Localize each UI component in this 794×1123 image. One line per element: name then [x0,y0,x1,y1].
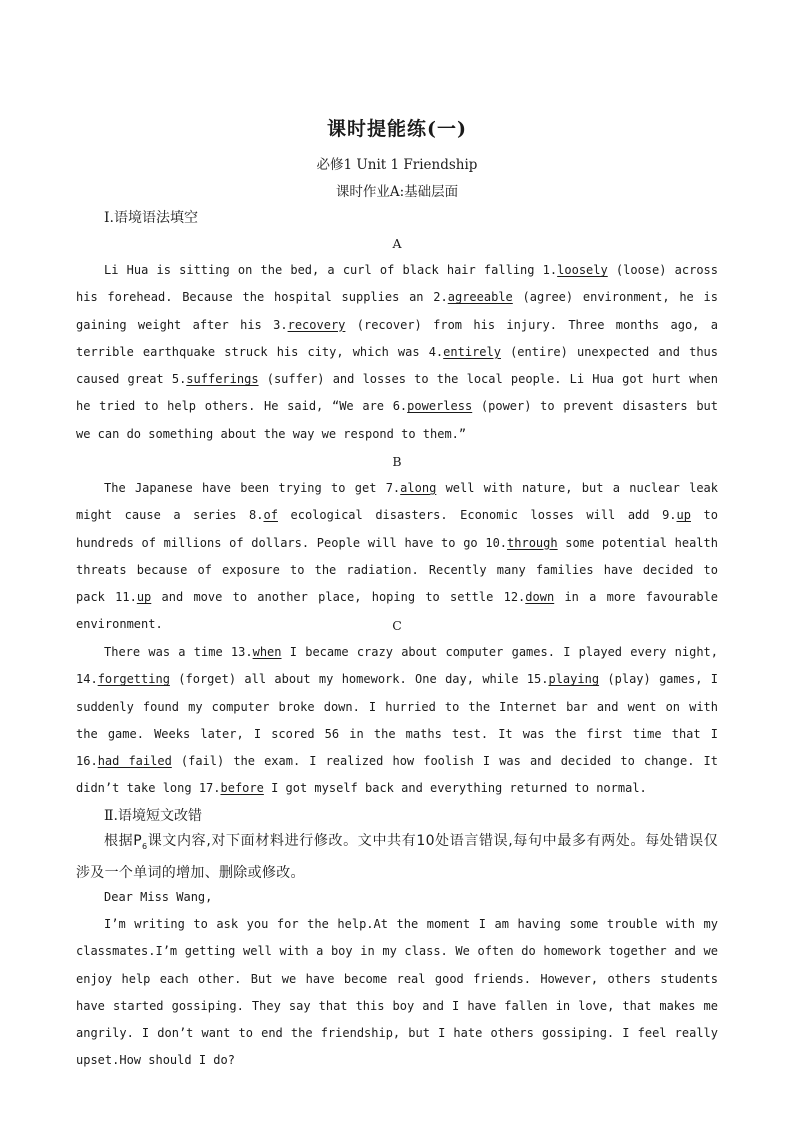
passage-text: to hundreds of millions of dollars. People will have to go 10. [76,508,718,550]
passage-text: Li Hua is sitting on the bed, a curl of black hair falling 1. [104,263,558,277]
answer-15: playing [548,672,600,687]
answer-17: before [220,781,264,796]
passage-text: (agree) environment, he is gaining weight after his 3. [76,290,718,332]
answer-12: down [525,590,555,605]
answer-6: powerless [407,399,473,414]
passage-text: some potential health threats because of exposure to the radiation. Recently many families have decided to pack 11. [76,535,718,605]
passage-text: I became crazy about computer games. I played every night, 14. [76,645,718,687]
section2-heading: Ⅱ.语境短文改错 [104,808,202,824]
page-title: 课时提能练(一) [327,118,467,140]
passage-text: (recover) from his injury. Three months ago, a terrible earthquake struck his city, which was 4. [76,317,718,359]
answer-8: of [263,508,278,523]
passage-text: (play) games, I suddenly found my computer broke down. I hurried to the Internet bar and went on with the game. Weeks later, I scored 56 in the maths test. It was the first time that I 16. [76,672,718,769]
passage-text: (entire) unexpected and thus caused great 5. [76,344,718,387]
passage-text: (forget) all about my homework. One day, while 15. [169,672,549,687]
passage-text: The Japanese have been trying to get 7. [104,481,401,495]
passage-text: There was a time 13. [104,645,253,659]
answer-13: when [252,645,282,659]
passage-text: well with nature, but a nuclear leak might cause a series 8. [76,481,719,523]
passage-c-label: C [392,618,402,633]
passage-text: (loose) across his forehead. Because the hospital supplies an 2. [76,263,719,305]
answer-14: forgetting [97,672,170,687]
answer-5: sufferings [186,372,259,387]
section2-instructions [76,828,718,888]
instruction-page-number: 6 [142,841,148,851]
passage-text: (fail) the exam. I realized how foolish I was and decided to change. It didn’t take long 17. [76,754,718,796]
passage-text: (suffer) and losses to the local people. Li Hua got hurt when he tried to help others. He said, “We are 6. [76,372,718,414]
passage-b [76,475,718,639]
letter-greeting: Dear Miss Wang, [104,890,213,904]
answer-7: along [400,481,437,495]
instruction-text: 根据P [104,833,143,849]
answer-4: entirely [443,344,501,359]
answer-1: loosely [557,263,608,277]
page-subtitle-unit: 必修1 Unit 1 Friendship [316,157,478,173]
answer-10: through [507,535,558,550]
passage-text: in a more favourable environment. [76,590,719,632]
section1-heading: Ⅰ.语境语法填空 [104,210,198,226]
passage-text: ecological disasters. Economic losses will add 9. [277,508,677,523]
answer-9: up [676,508,691,523]
passage-text: and move to another place, hoping to settle 12. [151,590,526,605]
passage-a [76,257,718,448]
answer-3: recovery [287,317,346,332]
answer-16: had failed [97,754,172,769]
answer-2: agreeable [447,290,513,305]
passage-b-label: B [392,454,402,469]
passage-c [76,639,718,803]
passage-text: I got myself back and everything returned to normal. [263,781,647,796]
passage-a-label: A [392,236,402,251]
passage-text: (power) to prevent disasters but we can do something about the way we respond to them.” [76,399,718,441]
answer-11: up [136,590,152,605]
instruction-text: 课文内容,对下面材料进行修改。文中共有10处语言错误,每句中最多有两处。每处错误仅涉及一个单词的增加、删除或修改。 [76,833,719,882]
page-subtitle-assignment: 课时作业A:基础层面 [335,184,459,200]
letter-body: I’m writing to ask you for the help.At the moment I am having some trouble with my classmates.I’m getting well with a boy in my class. We often do homework together and we enjoy help each other. But we have become real good friends. However, others students have started gossiping. They say that this boy and I have fallen in love, that makes me angrily. I don’t want to end the friendship, but I hate others gossiping. I feel really upset.How should I do? [76,917,718,1068]
